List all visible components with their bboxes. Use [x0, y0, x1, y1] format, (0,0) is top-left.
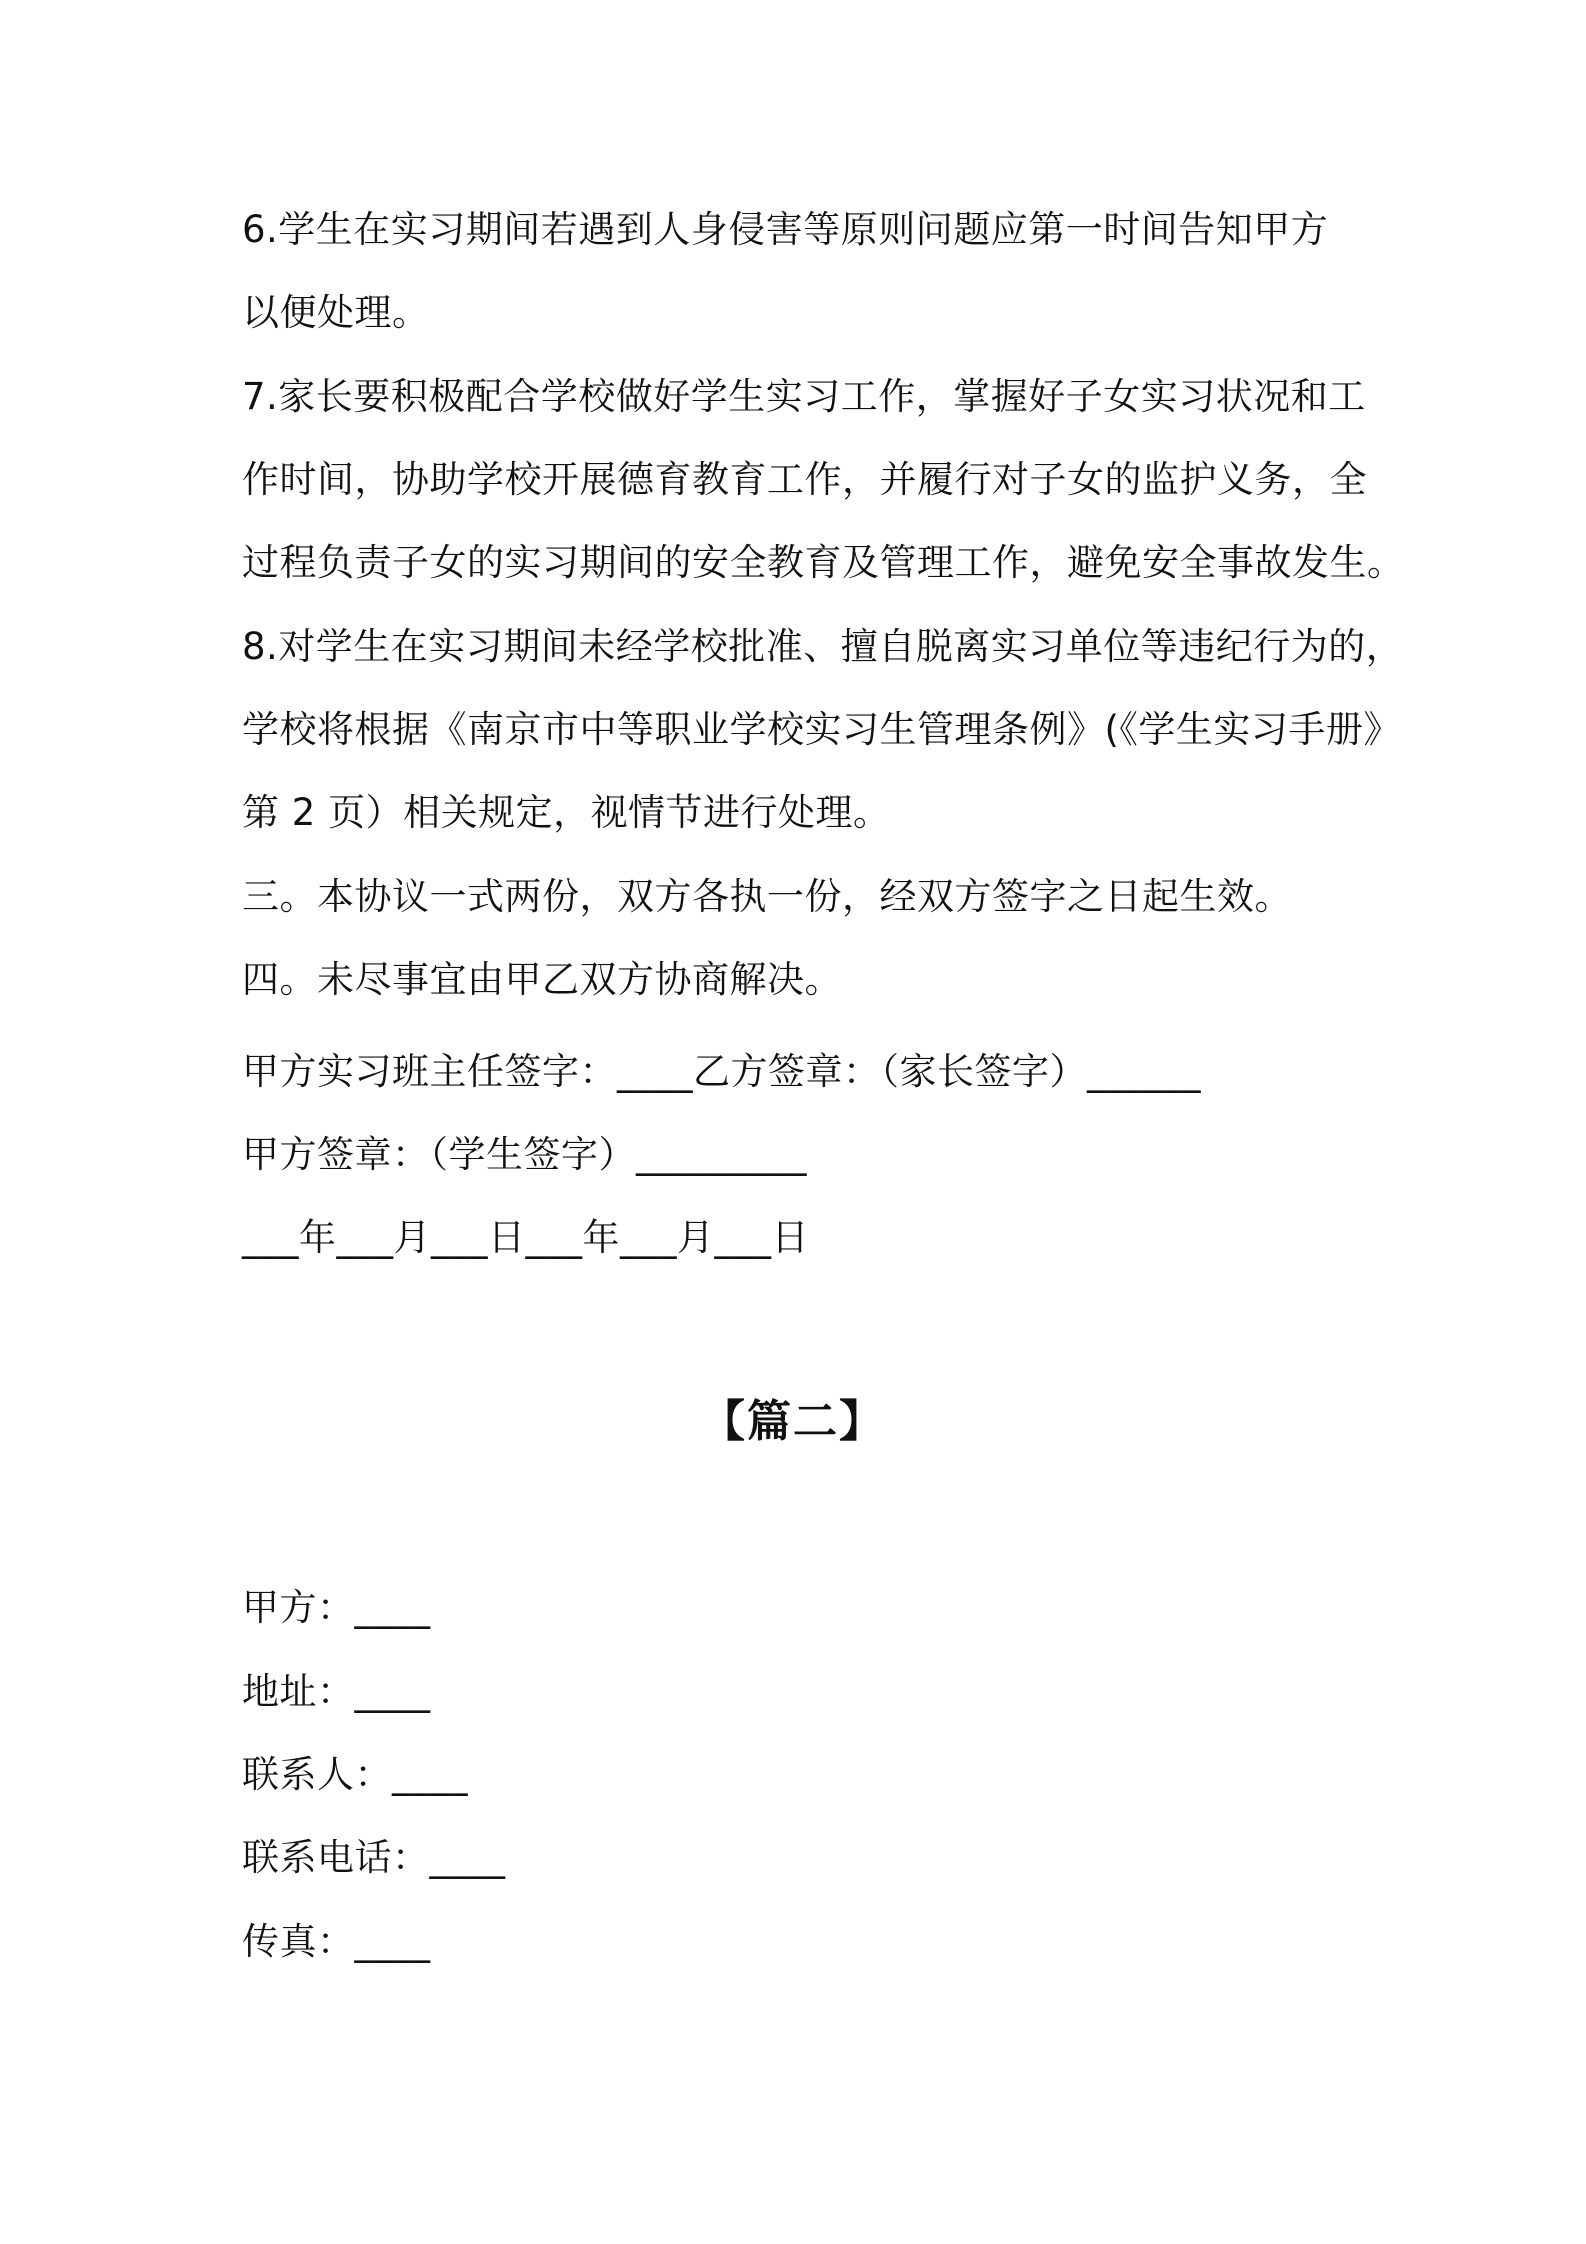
clause-6-line-2: 以便处理。 [242, 291, 430, 334]
section-3: 三。本协议一式两份，双方各执一份，经双方签字之日起生效。 [242, 875, 1292, 918]
signature-line-1: 甲方实习班主任签字：____乙方签章：（家长签字）______ [242, 1050, 1201, 1093]
clause-8-line-1: 8.对学生在实习期间未经学校批准、擅自脱离实习单位等违纪行为的， [242, 625, 1404, 668]
clause-6-line-1: 6.学生在实习期间若遇到人身侵害等原则问题应第一时间告知甲方 [242, 208, 1329, 251]
clause-7-line-2: 作时间，协助学校开展德育教育工作，并履行对子女的监护义务，全 [242, 458, 1367, 501]
party-a-field: 甲方：____ [242, 1586, 431, 1629]
section-4: 四。未尽事宜由甲乙双方协商解决。 [242, 958, 842, 1001]
signature-line-2: 甲方签章：（学生签字）_________ [242, 1133, 807, 1176]
date-line: ___年___月___日___年___月___日 [242, 1216, 809, 1259]
clause-7-line-1: 7.家长要积极配合学校做好学生实习工作，掌握好子女实习状况和工 [242, 375, 1366, 418]
contact-person-field: 联系人：____ [242, 1753, 468, 1796]
phone-field: 联系电话：____ [242, 1836, 506, 1879]
clause-7-line-3: 过程负责子女的实习期间的安全教育及管理工作，避免安全事故发生。 [242, 541, 1405, 584]
clause-8-line-2: 学校将根据《南京市中等职业学校实习生管理条例》(《学生实习手册》 [242, 708, 1401, 751]
section-heading: 【篇二】 [701, 1396, 885, 1447]
address-field: 地址：____ [242, 1670, 431, 1713]
fax-field: 传真：____ [242, 1920, 431, 1963]
clause-8-line-3: 第 2 页）相关规定，视情节进行处理。 [242, 791, 891, 834]
